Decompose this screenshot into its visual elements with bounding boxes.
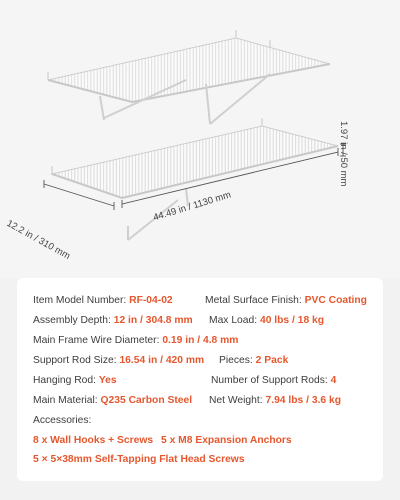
spec-max-load: Max Load: 40 lbs / 18 kg — [209, 315, 325, 326]
spec-main-material: Main Material: Q235 Carbon Steel — [33, 395, 193, 406]
accessory-expansion-anchors: 5 x M8 Expansion Anchors — [161, 435, 292, 446]
specifications-card — [17, 278, 383, 481]
length-dimension-label: 44.49 in / 1130 mm — [152, 189, 233, 224]
upper-shelf — [48, 30, 330, 102]
spec-model-number: Item Model Number: RF-04-02 — [33, 295, 173, 306]
accessory-tapping-screws: 5 × 5×38mm Self-Tapping Flat Head Screws — [33, 454, 245, 465]
spec-assembly-depth: Assembly Depth: 12 in / 304.8 mm — [33, 315, 193, 326]
spec-wire-diameter: Main Frame Wire Diameter: 0.19 in / 4.8 mm — [33, 335, 239, 346]
spec-surface-finish: Metal Surface Finish: PVC Coating — [205, 295, 367, 306]
spec-support-rod-size: Support Rod Size: 16.54 in / 420 mm — [33, 355, 205, 366]
spec-hanging-rod: Hanging Rod: Yes — [33, 375, 117, 386]
accessory-wall-hooks: 8 x Wall Hooks + Screws — [33, 435, 154, 446]
depth-dimension-label: 12.2 in / 310 mm — [4, 218, 72, 262]
spec-pieces: Pieces: 2 Pack — [219, 355, 289, 366]
spec-accessories-heading: Accessories: — [33, 415, 92, 426]
spec-number-of-rods: Number of Support Rods: 4 — [211, 375, 337, 386]
spec-net-weight: Net Weight: 7.94 lbs / 3.6 kg — [209, 395, 342, 406]
height-dimension-label: 1.97 in / 50 mm — [338, 121, 349, 187]
